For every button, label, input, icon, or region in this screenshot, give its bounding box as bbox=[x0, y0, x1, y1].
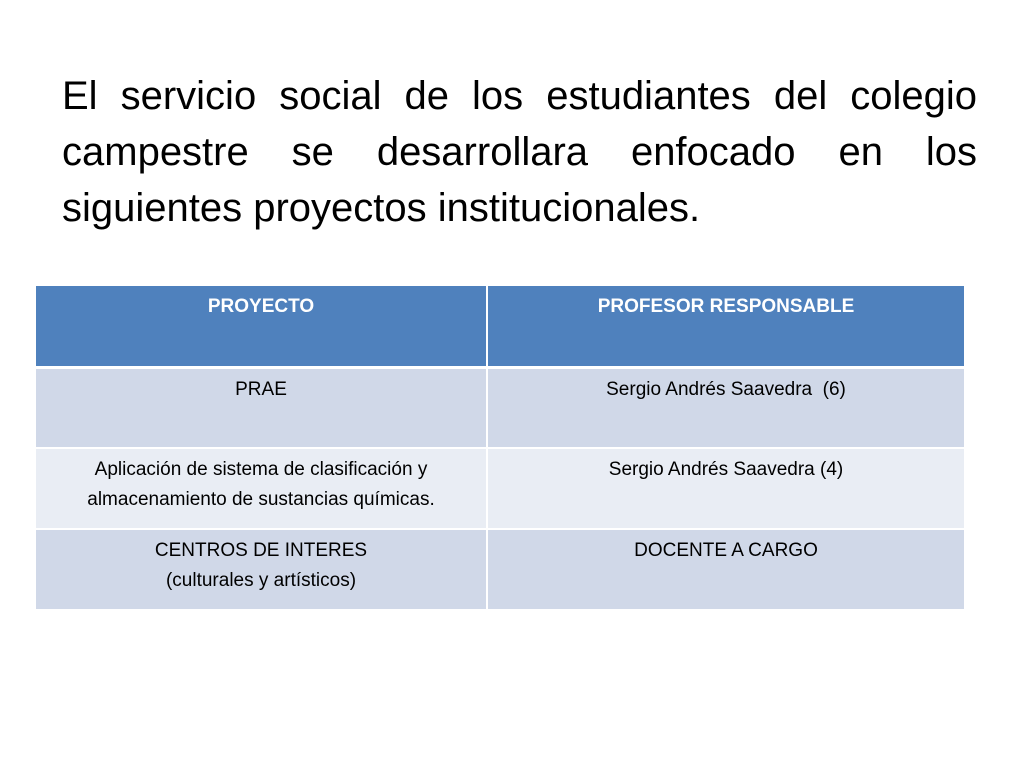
project-table-container bbox=[36, 286, 964, 611]
proyecto-cell bbox=[36, 367, 487, 448]
table-header-row bbox=[36, 286, 964, 367]
profesor-cell: Sergio Andrés Saavedra (6) bbox=[487, 367, 964, 448]
slide-heading: El servicio social de los estudiantes del colegio campestre se desarrollara enfocado en los siguientes proyectos institucionales. bbox=[62, 74, 977, 230]
table-row bbox=[36, 367, 964, 448]
proyecto-cell bbox=[36, 448, 487, 529]
proyecto-line: almacenamiento de sustancias químicas. bbox=[87, 489, 435, 510]
column-header-proyecto: PROYECTO bbox=[36, 286, 487, 367]
proyecto-line: CENTROS DE INTERES bbox=[154, 540, 368, 561]
profesor-cell: Sergio Andrés Saavedra (4) bbox=[487, 448, 964, 529]
proyecto-line: PRAE bbox=[235, 378, 287, 400]
proyecto-cell bbox=[36, 529, 487, 610]
table-row bbox=[36, 448, 964, 529]
profesor-cell: DOCENTE A CARGO bbox=[487, 529, 964, 610]
column-header-profesor: PROFESOR RESPONSABLE bbox=[487, 286, 964, 367]
proyecto-line: (culturales y artísticos) bbox=[165, 570, 357, 591]
table-row bbox=[36, 529, 964, 610]
project-table bbox=[36, 286, 964, 611]
proyecto-line: Aplicación de sistema de clasificación y bbox=[94, 459, 428, 480]
